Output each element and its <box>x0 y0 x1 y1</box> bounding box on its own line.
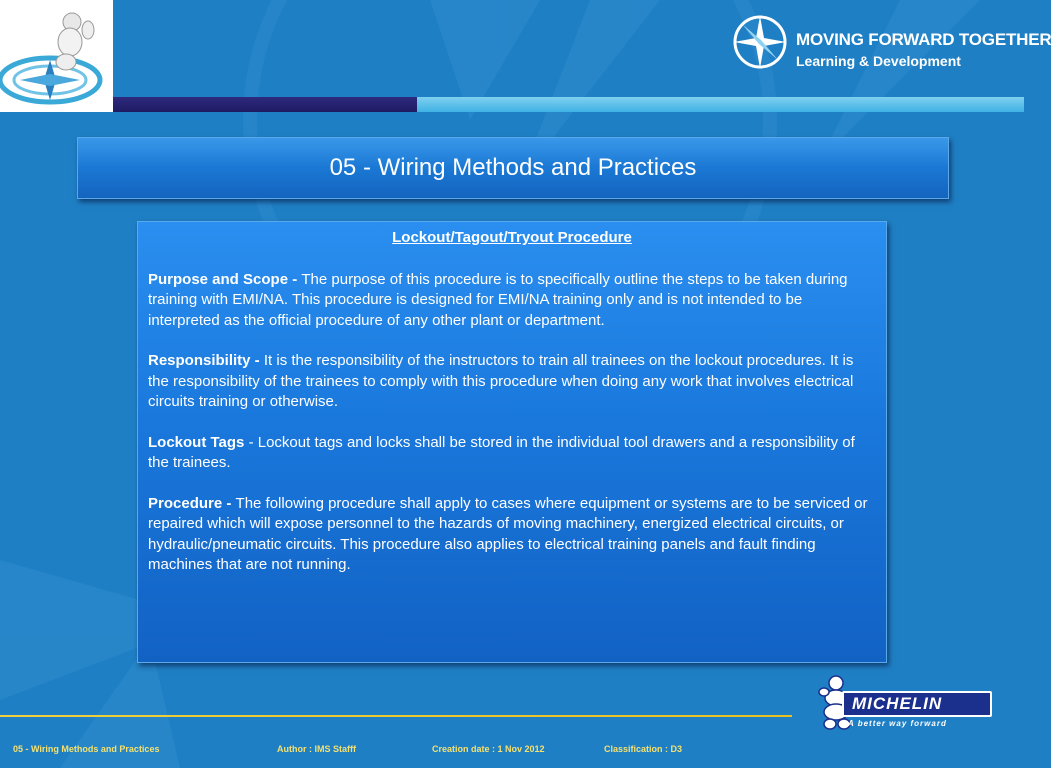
footer-classification: Classification : D3 <box>604 744 683 754</box>
paragraph-label: Purpose and Scope - <box>148 270 302 288</box>
michelin-badge <box>842 691 992 717</box>
moving-forward-together-logo <box>730 10 1051 80</box>
paragraph-purpose <box>148 270 876 332</box>
footer-author: Author : IMS Stafff <box>277 744 356 754</box>
michelin-tagline: A better way forward <box>848 719 947 728</box>
paragraph-text: The following procedure shall apply to cases where equipment or systems are to be serviced or repaired which will expose personnel to the hazards of moving machinery, energized electrical circuits, or hydraulic/pneumatic circuits. This procedure also applies to electrical training panels and fault finding machines that are not running. <box>148 494 868 573</box>
paragraph-label: Responsibility - <box>148 352 264 369</box>
michelin-wordmark: MICHELIN <box>852 694 943 713</box>
header-bar-light <box>417 97 1024 112</box>
paragraph-text: - Lockout tags and locks shall be stored in the individual tool drawers and a responsibility of the trainees. <box>148 433 855 471</box>
content-heading: Lockout/Tagout/Tryout Procedure <box>392 229 632 246</box>
footer-divider <box>0 715 792 717</box>
paragraph-label: Procedure - <box>148 494 236 512</box>
bibendum-compass-logo <box>0 0 113 112</box>
paragraph-text: The purpose of this procedure is to specifically outline the steps to be taken during training with EMI/NA. This procedure is designed for EMI/NA training only and is not intended to be interpreted as the official procedure of any other plant or department. <box>148 270 848 329</box>
slide-title-box <box>77 137 949 199</box>
paragraph-lockout-tags <box>148 433 876 474</box>
compass-rose-icon <box>730 12 790 72</box>
footer-title: 05 - Wiring Methods and Practices <box>13 744 160 754</box>
michelin-logo <box>818 674 994 732</box>
brand-tagline: MOVING FORWARD TOGETHER <box>796 30 1051 49</box>
paragraph-responsibility <box>148 351 876 413</box>
slide-title: 05 - Wiring Methods and Practices <box>329 154 697 181</box>
paragraph-procedure <box>148 494 876 576</box>
paragraph-text: It is the responsibility of the instructors to train all trainees on the lockout procedures. It is the responsibility of the trainees to comply with this procedure when doing any work that involves electrical circuits training or otherwise. <box>148 352 854 410</box>
content-panel <box>137 221 887 663</box>
brand-subtitle: Learning & Development <box>796 53 961 69</box>
paragraph-label: Lockout Tags <box>148 433 245 451</box>
footer-creation-date: Creation date : 1 Nov 2012 <box>432 744 545 754</box>
header-bar-dark <box>113 97 417 112</box>
